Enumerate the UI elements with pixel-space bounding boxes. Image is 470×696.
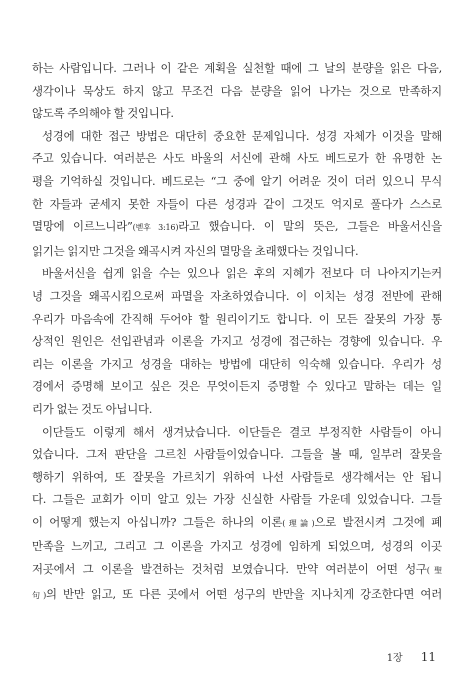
text-fragment: 으로 발전시켜 그것에 폐 bbox=[314, 514, 442, 529]
text-line: 리가 없는 것도 아닙니다. bbox=[32, 401, 153, 416]
text-line: 녕 그것을 왜곡시킴으로써 파멸을 자초하였습니다. 이 이치는 성경 전반에 관해 bbox=[32, 288, 442, 303]
text-line: 성경에 대한 접근 방법은 대단히 중요한 문제입니다. 성경 자체가 이것을 말해 bbox=[42, 128, 442, 143]
text-line: 이단들도 이렇게 해서 생겨났습니다. 이단들은 결코 부정직한 사람들이 아니 bbox=[42, 424, 442, 439]
text-fragment: 이 어떻게 했는지 아십니까? 그들은 하나의 이론 bbox=[32, 514, 283, 529]
text-line-with-hanja bbox=[32, 558, 442, 583]
text-line: 상적인 원인은 선입관념과 이론을 가지고 성경에 접근하는 경향에 있습니다. 우 bbox=[32, 334, 442, 349]
text-line: 평을 기억하실 것입니다. 베드로는 “그 중에 알기 어려운 것이 더러 있으니 무식 bbox=[32, 173, 442, 188]
page-number: 11 bbox=[420, 650, 436, 664]
chapter-label: 1장 bbox=[386, 653, 403, 664]
hanja-annotation: (理論) bbox=[282, 518, 315, 528]
text-line: 바울서신을 쉽게 읽을 수는 있으나 읽은 후의 지혜가 전보다 더 나아지기는커 bbox=[42, 266, 442, 281]
hanja-annotation: (聖 bbox=[426, 566, 442, 576]
text-line: 주고 있습니다. 여러분은 사도 바울의 서신에 관해 사도 베드로가 한 유명한 논 bbox=[32, 151, 442, 166]
text-fragment: 멸망에 이르느니라” bbox=[32, 219, 133, 234]
text-line: 만족을 느끼고, 그리고 그 이론을 가지고 성경에 임하게 되었으며, 성경의 이곳 bbox=[32, 539, 442, 554]
text-fragment: 라고 했습니다. 이 말의 뜻은, 그들은 바울서신을 bbox=[178, 219, 442, 234]
text-line: 생각이나 묵상도 하지 않고 무조건 다음 분량을 읽어 나가는 것으로 만족하지 bbox=[32, 83, 442, 98]
text-line-with-hanja bbox=[32, 511, 442, 536]
text-line: 리는 이론을 가지고 성경을 대하는 방법에 대단히 익숙해 있습니다. 우리가 성 bbox=[32, 356, 442, 371]
text-fragment: 저곳에서 그 이론을 발견하는 것처럼 보였습니다. 만약 여러분이 어떤 성구 bbox=[32, 562, 427, 577]
paragraph-2 bbox=[32, 125, 442, 263]
text-line: 하는 사람입니다. 그러나 이 같은 계획을 실천할 때에 그 날의 분량을 읽은 다음, bbox=[32, 61, 442, 75]
text-line: 다. 그들은 교회가 이미 알고 있는 가장 신실한 사람들 가운데 있었습니다. 그들 bbox=[32, 492, 442, 507]
page-footer bbox=[387, 649, 436, 664]
text-line: 않도록 주의해야 할 것입니다. bbox=[32, 106, 174, 121]
body-text bbox=[32, 57, 442, 607]
paragraph-4 bbox=[32, 421, 442, 608]
text-line-with-citation bbox=[32, 215, 442, 240]
text-line: 경에서 증명해 보이고 싶은 것은 무엇이든지 증명할 수 있다고 말하는 데는 일 bbox=[32, 379, 442, 394]
text-line: 읽기는 읽지만 그것을 왜곡시켜 자신의 멸망을 초래했다는 것입니다. bbox=[32, 243, 359, 258]
text-line-with-hanja bbox=[32, 583, 442, 608]
paragraph-3 bbox=[32, 262, 442, 420]
text-line: 행하기 위하여, 또 잘못을 가르치기 위하여 나선 사람들로 생각해서는 안 됩니 bbox=[32, 469, 442, 484]
bible-citation: (벧후 3:16) bbox=[132, 223, 179, 233]
text-line: 한 자들과 굳세지 못한 자들이 다른 성경과 같이 그것도 억지로 풀다가 스스로 bbox=[32, 196, 442, 211]
text-line: 우리가 마음속에 간직해 두어야 할 원리이기도 합니다. 이 모든 잘못의 가장 통 bbox=[32, 311, 442, 326]
paragraph-1 bbox=[32, 57, 442, 125]
hanja-annotation: 句) bbox=[32, 590, 47, 600]
text-fragment: 의 반만 읽고, 또 다른 곳에서 어떤 성구의 반만을 지나치게 강조한다면 여러 bbox=[46, 586, 442, 601]
text-line: 었습니다. 그저 판단을 그르친 사람들이었습니다. 그들을 볼 때, 일부러 잘못을 bbox=[32, 447, 442, 462]
